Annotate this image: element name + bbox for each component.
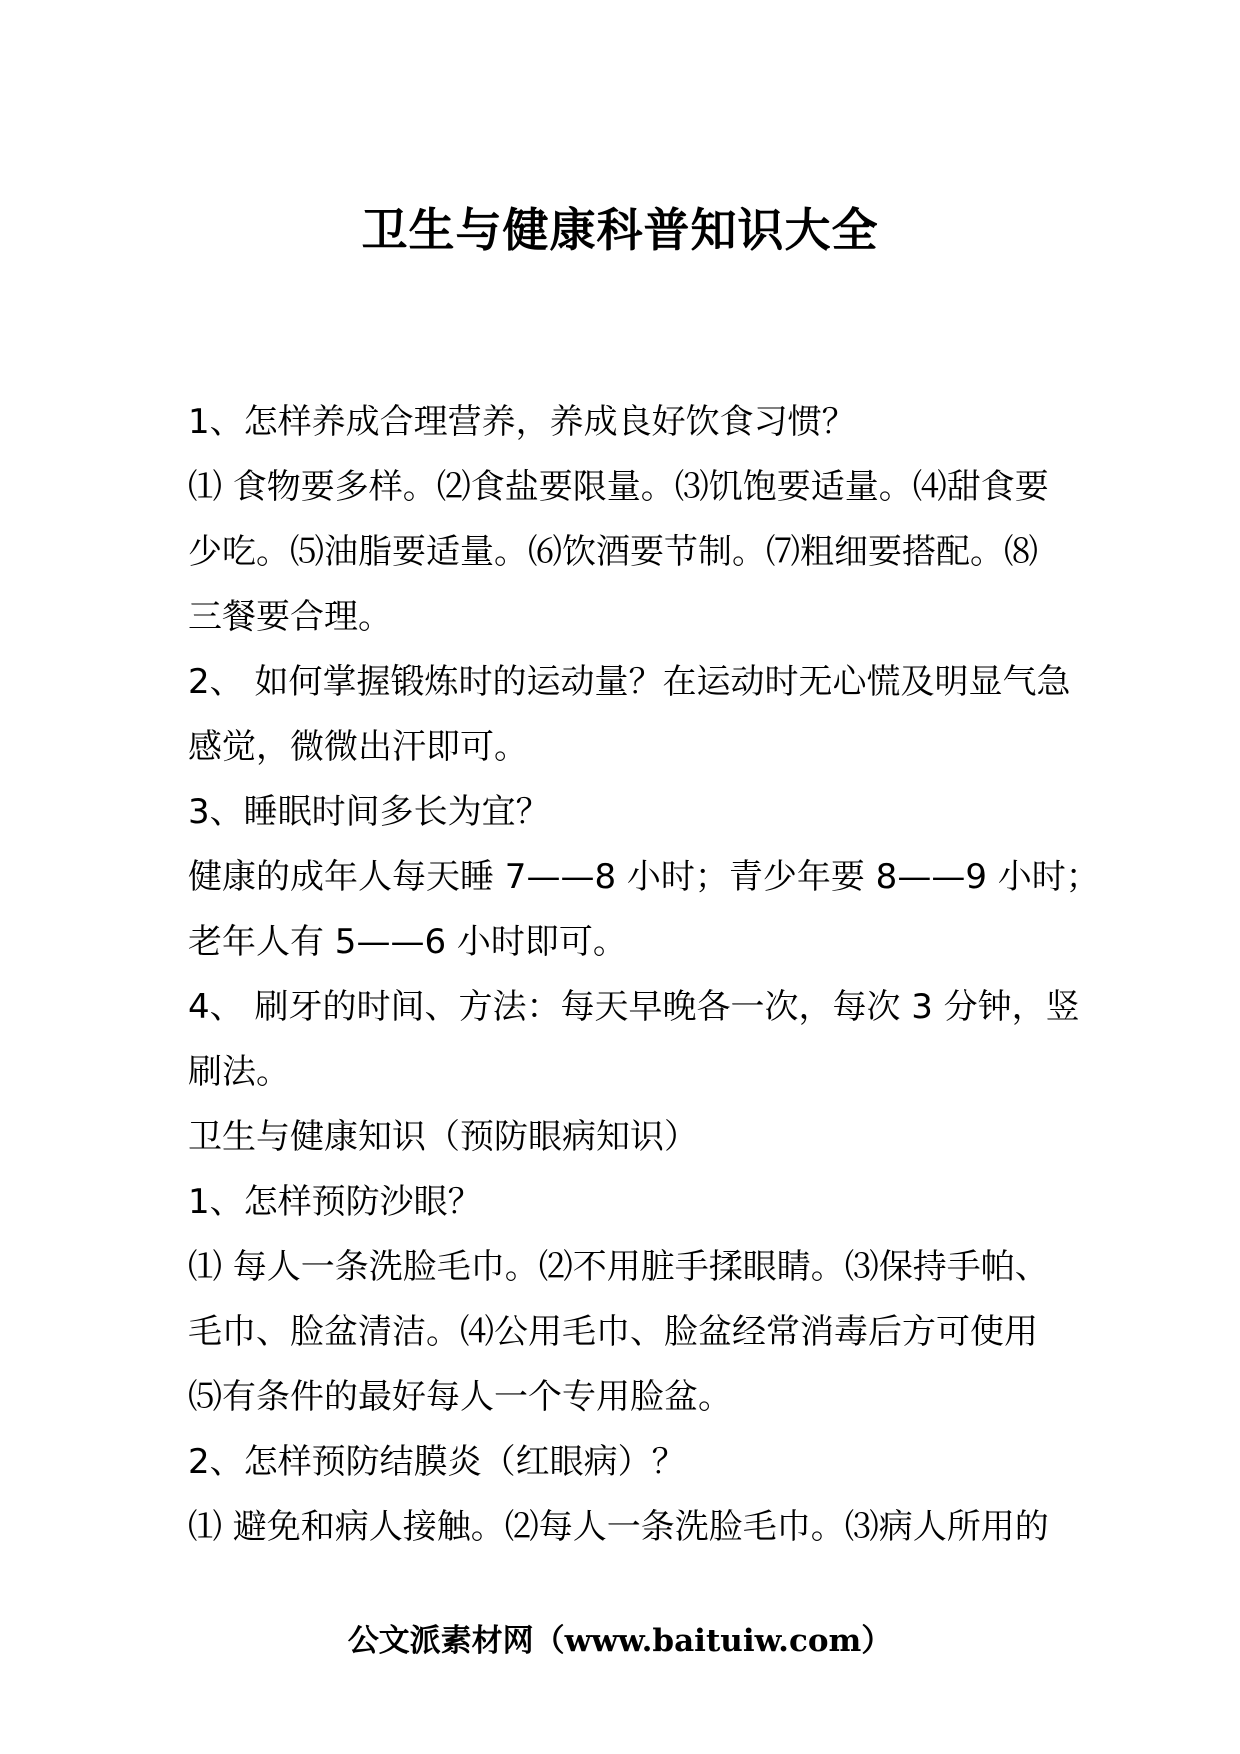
body-line-6: 感觉，微微出汗即可。 [188, 727, 528, 767]
document-body [188, 390, 1100, 1560]
body-line-17: 2、怎样预防结膜炎（红眼病）？ [188, 1442, 686, 1482]
body-line-14: ⑴ 每人一条洗脸毛巾。⑵不用脏手揉眼睛。⑶保持手帕、 [188, 1247, 1049, 1287]
body-line-9: 老年人有 5——6 小时即可。 [188, 922, 627, 962]
document-title: 卫生与健康科普知识大全 [361, 203, 879, 257]
body-line-3: 少吃。⑸油脂要适量。⑹饮酒要节制。⑺粗细要搭配。⑻ [188, 532, 1038, 572]
body-line-15: 毛巾、脸盆清洁。⑷公用毛巾、脸盆经常消毒后方可使用 [188, 1312, 1038, 1352]
section-heading-eye-disease: 卫生与健康知识（预防眼病知识） [188, 1117, 698, 1157]
body-line-11: 刷法。 [188, 1052, 290, 1092]
body-line-5: 2、 如何掌握锻炼时的运动量？在运动时无心慌及明显气急 [188, 662, 1071, 702]
body-line-8: 健康的成年人每天睡 7——8 小时；青少年要 8——9 小时； [188, 857, 1100, 897]
body-line-4: 三餐要合理。 [188, 597, 392, 637]
body-line-16: ⑸有条件的最好每人一个专用脸盆。 [188, 1377, 732, 1417]
body-line-18: ⑴ 避免和病人接触。⑵每人一条洗脸毛巾。⑶病人所用的 [188, 1507, 1049, 1547]
body-line-7: 3、睡眠时间多长为宜？ [188, 792, 550, 832]
body-line-10: 4、 刷牙的时间、方法：每天早晚各一次，每次 3 分钟，竖 [188, 987, 1080, 1027]
body-line-2: ⑴ 食物要多样。⑵食盐要限量。⑶饥饱要适量。⑷甜食要 [188, 467, 1049, 507]
body-line-1: 1、怎样养成合理营养，养成良好饮食习惯？ [188, 402, 856, 442]
body-line-13: 1、怎样预防沙眼？ [188, 1182, 482, 1222]
document-footer: 公文派素材网（www.baituiw.com） [347, 1623, 893, 1659]
